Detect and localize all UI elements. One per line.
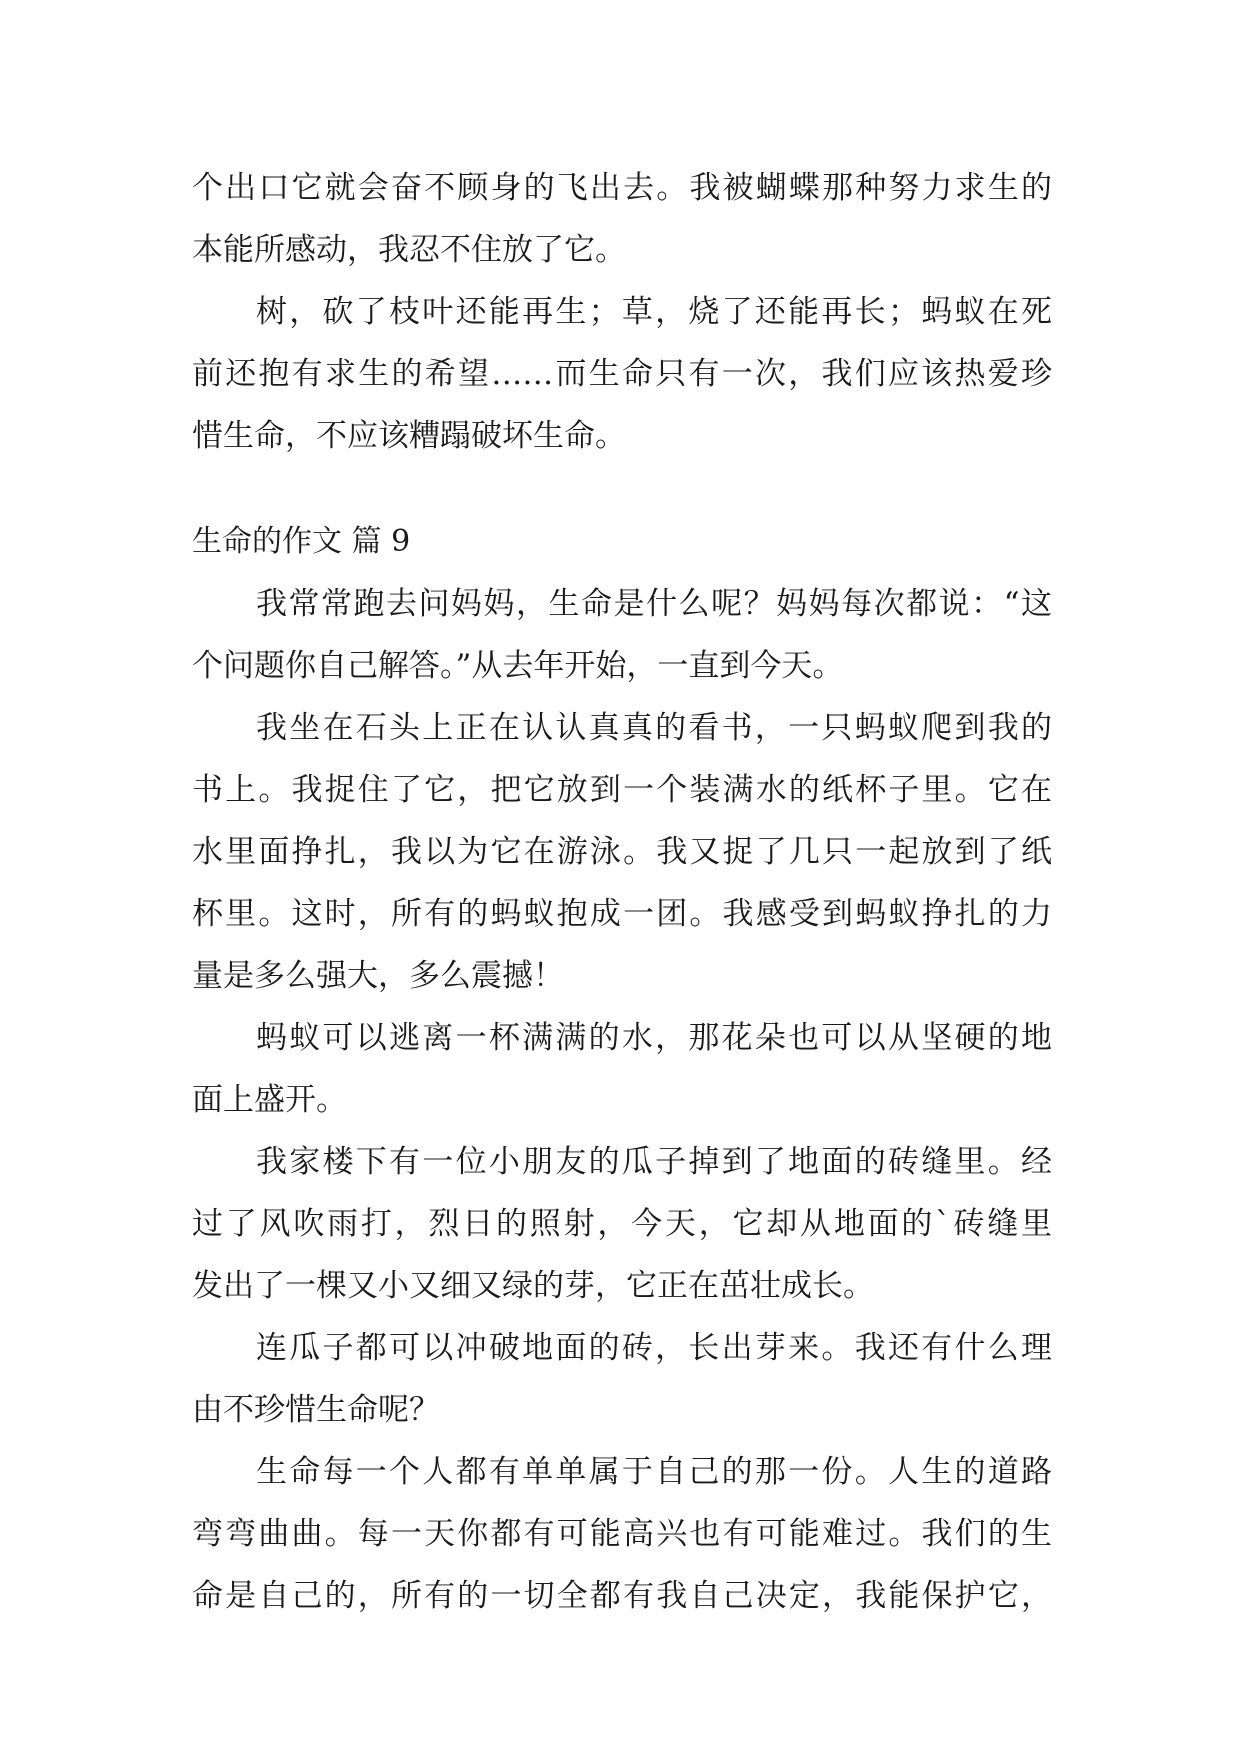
section-heading: 生命的作文 篇 9: [192, 524, 411, 559]
paragraph-line: 个问题你自己解答。”从去年开始，一直到今天。: [192, 648, 844, 684]
paragraph-line: 个出口它就会奋不顾身的飞出去。我被蝴蝶那种努力求生的: [192, 170, 1052, 206]
paragraph-line: 命是自己的，所有的一切全都有我自己决定，我能保护它，: [192, 1578, 1052, 1614]
paragraph-line: 我坐在石头上正在认认真真的看书，一只蚂蚁爬到我的: [256, 710, 1052, 746]
paragraph-line: 我常常跑去问妈妈，生命是什么呢？妈妈每次都说：“这: [256, 586, 1052, 622]
paragraph-line: 树，砍了枝叶还能再生；草，烧了还能再长；蚂蚁在死: [256, 294, 1052, 330]
paragraph-line: 过了风吹雨打，烈日的照射，今天，它却从地面的`砖缝里: [192, 1206, 1052, 1242]
paragraph-line: 水里面挣扎，我以为它在游泳。我又捉了几只一起放到了纸: [192, 834, 1052, 870]
paragraph-line: 本能所感动，我忍不住放了它。: [192, 232, 626, 268]
paragraph-line: 由不珍惜生命呢？: [192, 1392, 440, 1428]
paragraph-line: 量是多么强大，多么震撼！: [192, 958, 564, 994]
paragraph-line: 弯弯曲曲。每一天你都有可能高兴也有可能难过。我们的生: [192, 1516, 1052, 1552]
paragraph-line: 连瓜子都可以冲破地面的砖，长出芽来。我还有什么理: [256, 1330, 1052, 1366]
paragraph-line: 蚂蚁可以逃离一杯满满的水，那花朵也可以从坚硬的地: [256, 1020, 1052, 1056]
paragraph-line: 面上盛开。: [192, 1082, 347, 1118]
paragraph-line: 惜生命，不应该糟蹋破坏生命。: [192, 418, 626, 454]
paragraph-line: 我家楼下有一位小朋友的瓜子掉到了地面的砖缝里。经: [256, 1144, 1052, 1180]
paragraph-line: 前还抱有求生的希望……而生命只有一次，我们应该热爱珍: [192, 356, 1052, 392]
paragraph-line: 发出了一棵又小又细又绿的芽，它正在茁壮成长。: [192, 1268, 874, 1304]
paragraph-line: 书上。我捉住了它，把它放到一个装满水的纸杯子里。它在: [192, 772, 1052, 808]
paragraph-line: 杯里。这时，所有的蚂蚁抱成一团。我感受到蚂蚁挣扎的力: [192, 896, 1052, 932]
paragraph-line: 生命每一个人都有单单属于自己的那一份。人生的道路: [256, 1454, 1052, 1490]
